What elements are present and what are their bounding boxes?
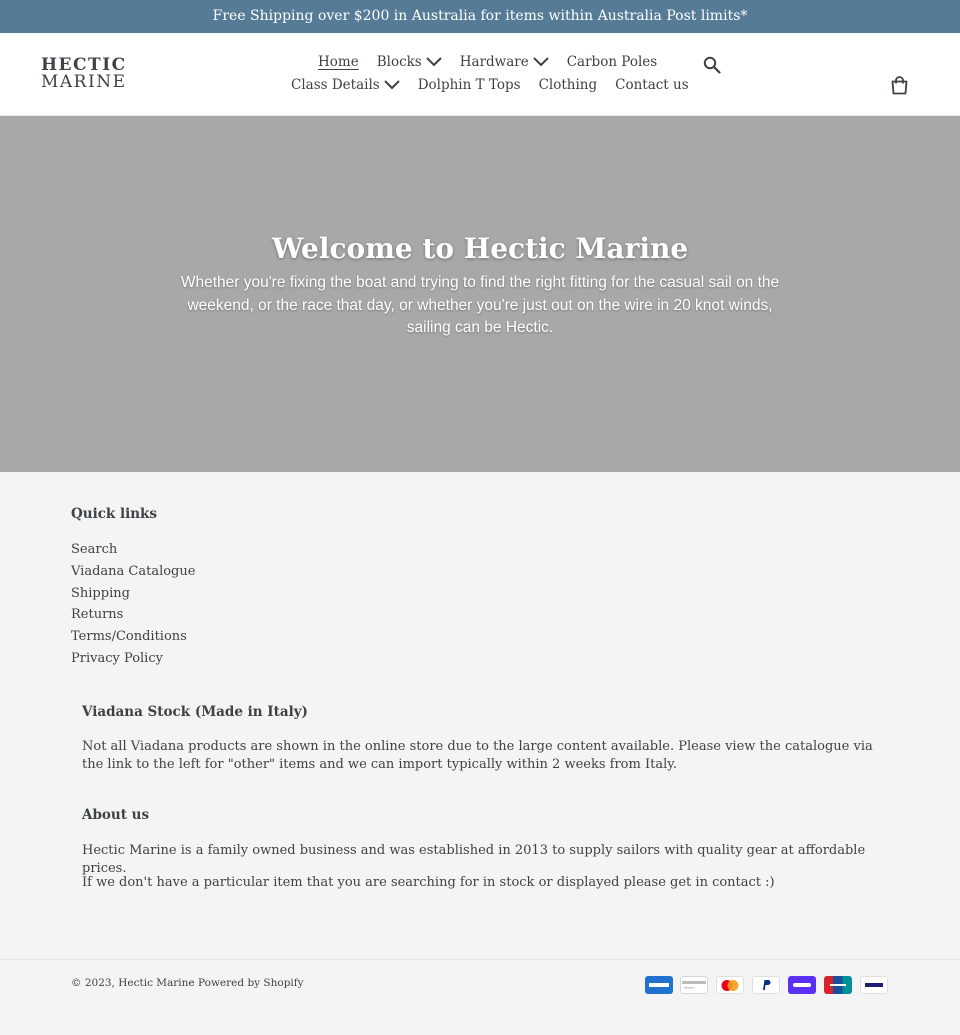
nav-item-dolphin-t-tops[interactable]: [418, 77, 521, 93]
cart-icon[interactable]: [890, 76, 909, 95]
chevron-down-icon: [384, 80, 400, 90]
nav-item-label: Hardware: [459, 54, 529, 70]
logo-line-1: HECTIC: [41, 55, 127, 75]
search-icon[interactable]: [703, 56, 721, 74]
footer-link-terms[interactable]: Terms/Conditions: [71, 629, 187, 645]
sub-footer: [0, 959, 960, 1035]
about-text-2: If we don't have a particular item that you are searching for in stock or displayed please get in contact :): [82, 875, 775, 890]
nav-item-blocks[interactable]: [377, 54, 442, 70]
quick-links-heading: Quick links: [71, 506, 158, 522]
generic-card-icon: [680, 976, 708, 994]
nav-item-label: Dolphin T Tops: [417, 77, 521, 93]
about-heading: About us: [82, 807, 150, 823]
nav-item-hardware[interactable]: [460, 54, 549, 70]
site-logo[interactable]: [41, 57, 127, 91]
nav-item-label: Home: [318, 54, 359, 70]
footer-link-viadana-catalogue[interactable]: Viadana Catalogue: [71, 563, 196, 579]
site-header: [0, 33, 960, 116]
nav-item-carbon-poles[interactable]: [567, 54, 658, 70]
viadana-heading: Viadana Stock (Made in Italy): [82, 704, 308, 720]
mastercard-icon: [716, 976, 744, 994]
union-pay-icon: [824, 976, 852, 994]
logo-line-2: MARINE: [41, 72, 127, 92]
chevron-down-icon: [533, 57, 549, 67]
announcement-text: Free Shipping over $200 in Australia for items within Australia Post limits*: [212, 8, 748, 24]
nav-item-label: Class Details: [291, 77, 380, 93]
quick-links-list: [71, 539, 195, 670]
main-nav-row-2: [291, 77, 707, 93]
nav-item-label: Clothing: [538, 77, 598, 93]
nav-item-clothing[interactable]: [539, 77, 598, 93]
nav-item-class-details[interactable]: [291, 77, 400, 93]
hero-title: Welcome to Hectic Marine: [271, 232, 689, 265]
nav-item-label: Carbon Poles: [566, 54, 658, 70]
footer-link-returns[interactable]: Returns: [71, 607, 124, 623]
nav-item-label: Blocks: [376, 54, 422, 70]
hero-banner: [0, 116, 960, 472]
nav-item-home[interactable]: [318, 54, 359, 70]
footer-link-privacy-policy[interactable]: Privacy Policy: [71, 650, 163, 666]
footer-link-shipping[interactable]: Shipping: [71, 585, 130, 601]
hero-subtitle: Whether you're fixing the boat and trying to find the right fitting for the casual sail on the weekend, or the race that day, or whether you're just out on the wire in 20 knot winds, sailing can be Hectic.: [180, 274, 780, 336]
visa-icon: [860, 976, 888, 994]
chevron-down-icon: [426, 57, 442, 67]
nav-item-label: Contact us: [615, 77, 689, 93]
american-express-icon: [645, 976, 673, 994]
about-text-1: Hectic Marine is a family owned business and was established in 2013 to supply sailors with quality gear at affordable prices.: [82, 843, 866, 876]
main-nav-row-1: [318, 54, 675, 70]
copyright-text: © 2023, Hectic Marine Powered by Shopify: [71, 977, 304, 989]
nav-item-contact-us[interactable]: [615, 77, 689, 93]
footer-link-search[interactable]: Search: [71, 542, 118, 557]
announcement-bar: [0, 0, 960, 33]
shop-pay-icon: [788, 976, 816, 994]
paypal-icon: [752, 976, 780, 994]
viadana-text: Not all Viadana products are shown in the online store due to the large content available. Please view the catalogue via the link to the left for "other" items and we can import typically within 2 weeks from Italy.: [82, 739, 873, 772]
